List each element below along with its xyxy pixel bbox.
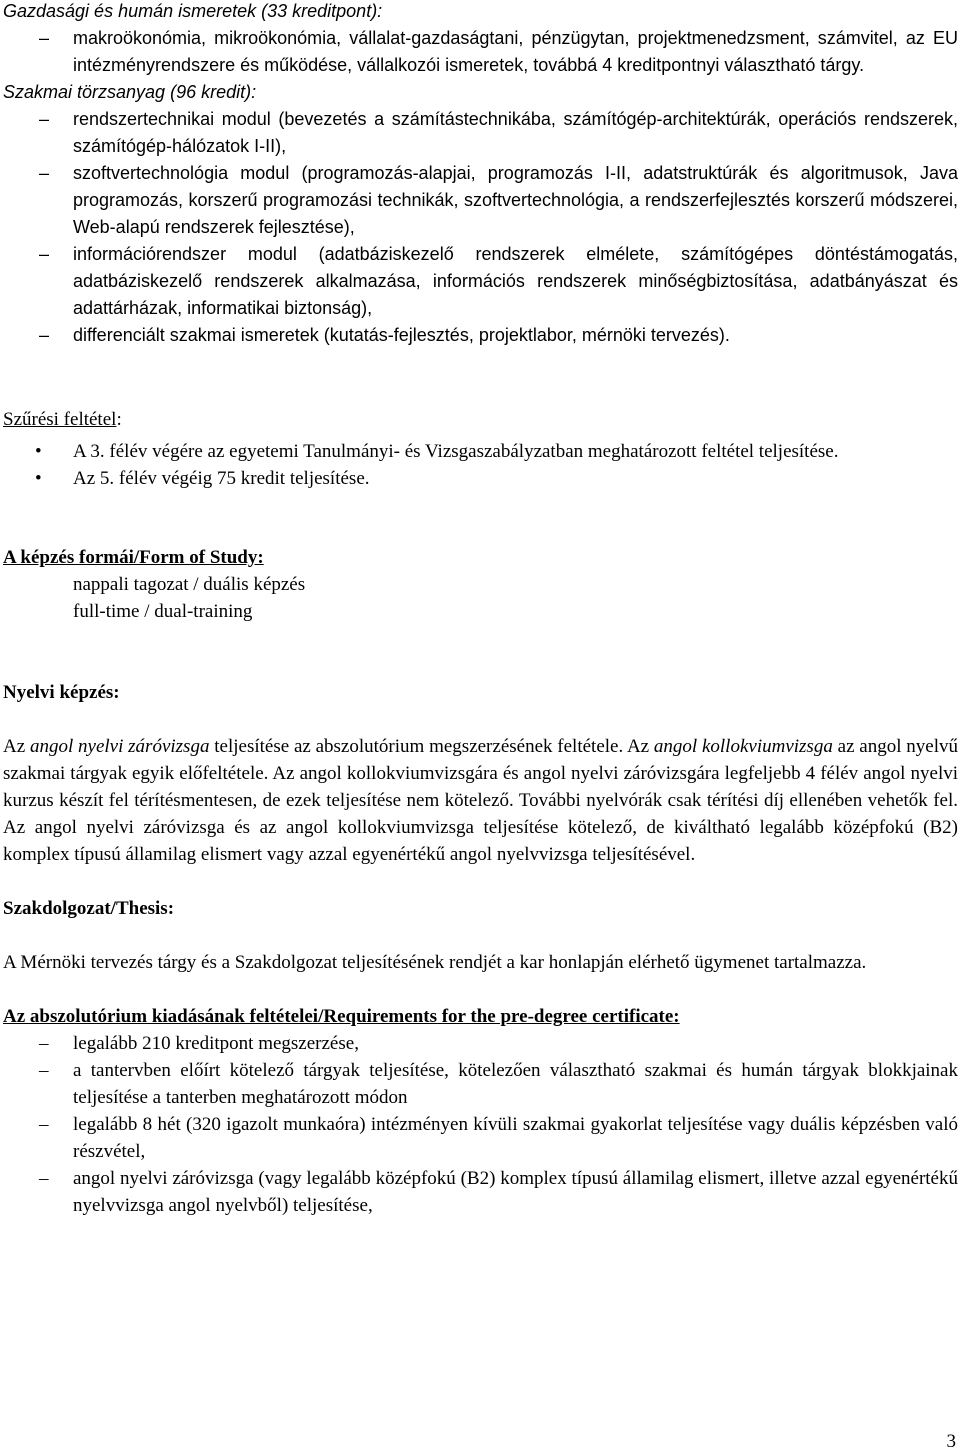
dash-icon: – (39, 325, 50, 345)
bullet-icon: • (35, 441, 42, 462)
language-title: Nyelvi képzés: (3, 682, 120, 703)
econ-section (3, 0, 958, 79)
thesis-text: A Mérnöki tervezés tárgy és a Szakdolgozat teljesítésének rendjét a kar honlapján elérhető ügymenet tartalmazza. (3, 952, 867, 973)
list-item: • A 3. félév végére az egyetemi Tanulmányi- és Vizsgaszabályzatban meghatározott feltétel teljesítése. (3, 438, 958, 465)
thesis-title: Szakdolgozat/Thesis: (3, 898, 175, 919)
language-text: Az angol nyelvi záróvizsga teljesítése az abszolutórium megszerzésének feltétele. Az angol kollokviumvizsga az angol nyelvű szakmai tárgyak egyik előfeltétele. Az angol kollokviumvizsgára és angol nyelvi záróvizsgára legfeljebb 4 félév angol nyelvi kurzus készít fel térítésmentesen, de ezek teljesítése nem kötelező. További nyelvórák csak térítési díj ellenében vehetők fel. Az angol nyelvi záróvizsga és az angol kollokviumvizsga teljesítése kötelező, de kiváltható legalább középfokú (B2) komplex típusú államilag elismert vagy azzal egyenértékű angol nyelvvizsga teljesítésével. (3, 736, 958, 865)
core-title: Szakmai törzsanyag (96 kredit): (3, 82, 257, 102)
list-item: • Az 5. félév végéig 75 kredit teljesítése. (3, 465, 958, 492)
filter-section (3, 406, 958, 492)
econ-list (3, 25, 958, 79)
list-item: – legalább 210 kreditpont megszerzése, (3, 1030, 958, 1057)
list-item: – a tantervben előírt kötelező tárgyak teljesítése, kötelezően választható szakmai és humán tárgyak blokkjainak teljesítése a tanterben meghatározott módon (3, 1057, 958, 1111)
study-line: nappali tagozat / duális képzés (73, 574, 306, 595)
absolutorium-section (3, 1003, 958, 1219)
dash-icon: – (39, 1060, 49, 1081)
core-list (3, 106, 958, 349)
list-item: – legalább 8 hét (320 igazolt munkaóra) intézményen kívüli szakmai gyakorlat teljesítése vagy duális képzésben való részvétel, (3, 1111, 958, 1165)
list-item: – angol nyelvi záróvizsga (vagy legalább középfokú (B2) komplex típusú államilag elismert, illetve azzal egyenértékű nyelvvizsga angol nyelvből) teljesítése, (3, 1165, 958, 1219)
filter-list (3, 438, 958, 492)
core-section (3, 79, 958, 349)
dash-icon: – (39, 163, 50, 183)
list-item: – rendszertechnikai modul (bevezetés a számítástechnikába, számítógép-architektúrák, operációs rendszerek, számítógép-hálózatok I-II), (3, 106, 958, 160)
filter-title: Szűrési feltétel: (3, 409, 122, 430)
bullet-icon: • (35, 468, 42, 489)
page-number: 3 (946, 1431, 956, 1452)
document-page (3, 0, 958, 1219)
dash-icon: – (39, 109, 50, 129)
dash-icon: – (39, 244, 50, 264)
study-title: A képzés formái/Form of Study: (3, 547, 264, 568)
study-section (3, 544, 958, 625)
dash-icon: – (39, 28, 50, 48)
list-item: – differenciált szakmai ismeretek (kutatás-fejlesztés, projektlabor, mérnöki tervezés). (3, 322, 958, 349)
list-item: – szoftvertechnológia modul (programozás-alapjai, programozás I-II, adatstruktúrák és algoritmusok, Java programozás, korszerű programozási technikák, szoftvertechnológia, a rendszerfejlesztés korszerű módszerei, Web-alapú rendszerek fejlesztése), (3, 160, 958, 241)
list-item: – makroökonómia, mikroökonómia, vállalat-gazdaságtani, pénzügytan, projektmenedzsment, számvitel, az EU intézményrendszere és működése, vállalkozói ismeretek, továbbá 4 kreditpontnyi választható tárgy. (3, 25, 958, 79)
language-section (3, 679, 958, 868)
study-line: full-time / dual-training (73, 601, 253, 622)
dash-icon: – (39, 1114, 49, 1135)
list-item: – információrendszer modul (adatbáziskezelő rendszerek elmélete, számítógépes döntéstámogatás, adatbáziskezelő rendszerek alkalmazása, információs rendszerek minőségbiztosítása, adatbányászat és adattárházak, informatikai biztonság), (3, 241, 958, 322)
dash-icon: – (39, 1168, 49, 1189)
absolutorium-list (3, 1030, 958, 1219)
absolutorium-title: Az abszolutórium kiadásának feltételei/Requirements for the pre-degree certificate: (3, 1006, 680, 1027)
dash-icon: – (39, 1033, 49, 1054)
econ-title: Gazdasági és humán ismeretek (33 kreditpont): (3, 1, 383, 21)
thesis-section (3, 895, 958, 976)
